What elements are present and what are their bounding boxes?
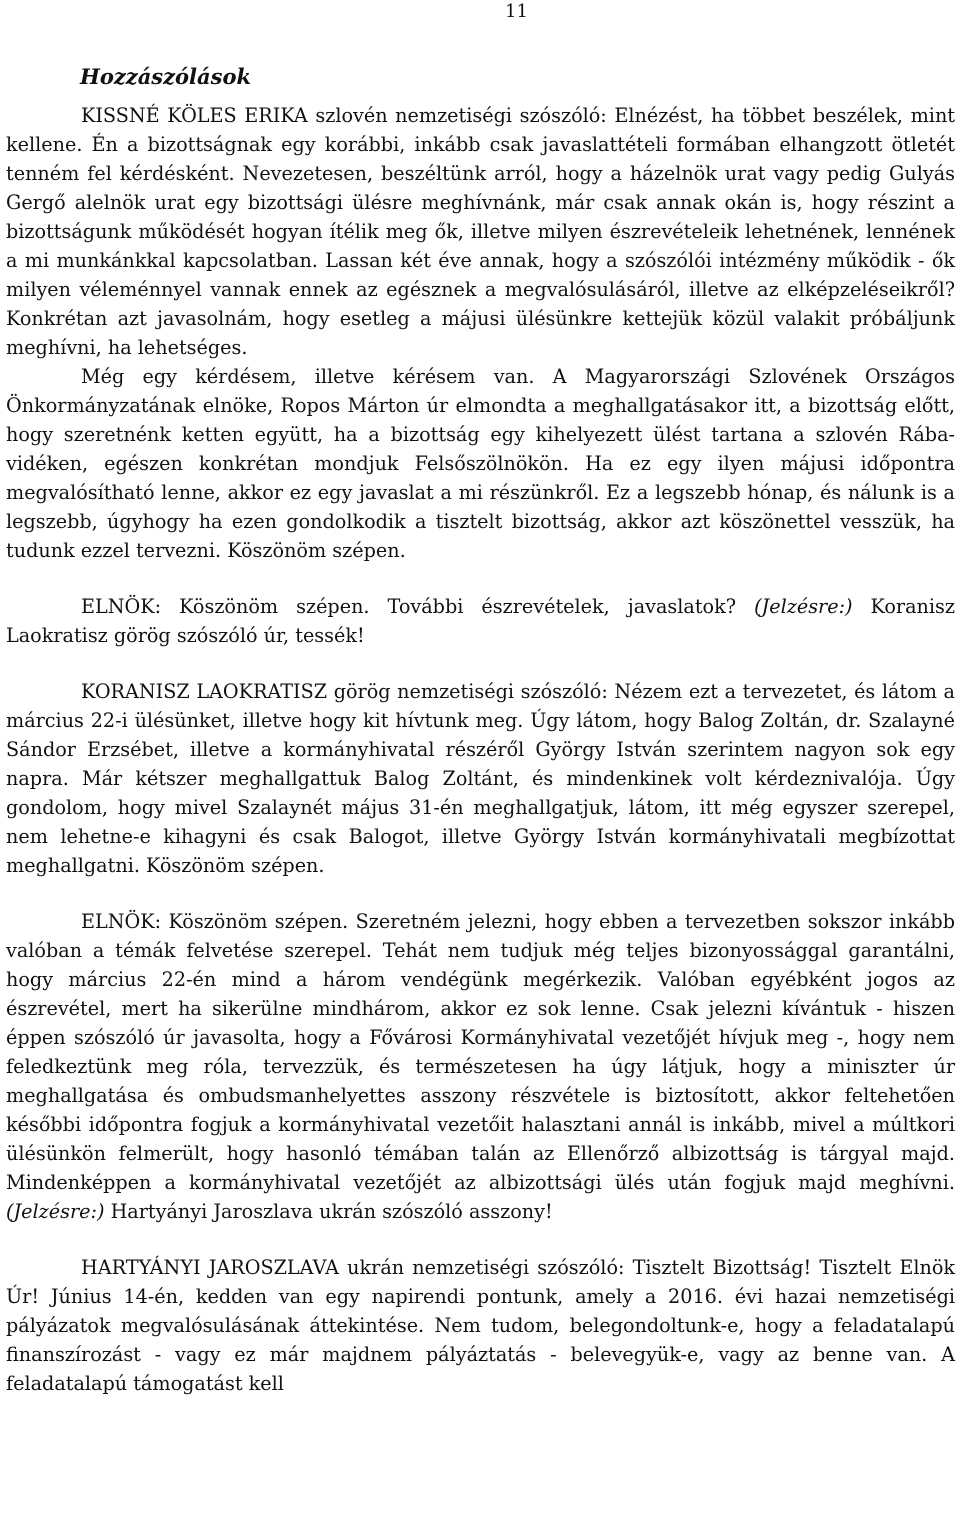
speaker-name: HARTYÁNYI JAROSZLAVA [81, 1256, 339, 1279]
paragraph-hartyanyi [6, 1253, 955, 1398]
paragraph-text: ukrán nemzetiségi szószóló: Tisztelt Bizottság! Tisztelt Elnök Úr! Június 14-én, kedden van egy napirendi pontunk, amely a 2016. évi hazai nemzetiségi pályázatok megvalósulásának áttekintése. Nem tudom, belegondoltunk-e, hogy a feladatalapú finanszírozást - vagy ez már majdnem pályáztatás - belevegyük-e, vagy az benne van. A feladatalapú támogatást kell [6, 1256, 956, 1395]
paragraph-text: Köszönöm szépen. További észrevételek, javaslatok? [161, 595, 755, 618]
paragraph-elnok-1 [6, 592, 955, 650]
page-number: 11 [505, 1, 528, 22]
paragraph-text: Még egy kérdésem, illetve kérésem van. A Magyarországi Szlovének Országos Önkormányzatának elnöke, Ropos Márton úr elmondta a meghallgatásakor itt, a bizottság előtt, hogy szeretnénk ketten együtt, ha a bizottság egy kihelyezett ülést tartana a szlovén Rába-vidéken, egészen konkrétan mondjuk Felsőszölnökön. Ha ez egy ilyen májusi időpontra megvalósítható lenne, akkor ez egy javaslat a mi részünkről. Ez a legszebb hónap, és nálunk is a legszebb, úgyhogy ha ezen gondolkodik a tisztelt bizottság, akkor azt köszönettel vesszük, ha tudunk ezzel tervezni. Köszönöm szépen. [6, 365, 955, 562]
paragraph-text: görög nemzetiségi szószóló: Nézem ezt a tervezetet, és látom a március 22-i ülésünket, illetve hogy kit hívtunk meg. Úgy látom, hogy Balog Zoltán, dr. Szalayné Sándor Erzsébet, illetve a kormányhivatal részéről György István szerintem nagyon sok egy napra. Már kétszer meghallgattuk Balog Zoltánt, és mindenkinek volt kérdeznivalója. Úgy gondolom, hogy mivel Szalaynét május 31-én meghallgatjuk, látom, itt még egyszer szerepel, nem lehetne-e kihagyni és csak Balogot, illetve György István kormányhivatali megbízottat meghallgatni. Köszönöm szépen. [6, 680, 955, 877]
speaker-name: ELNÖK: [81, 910, 162, 933]
paragraph-elnok-2 [6, 907, 955, 1226]
paragraph-koranisz [6, 677, 955, 880]
stage-note: (Jelzésre:) [6, 1200, 105, 1223]
paragraph-text: szlovén nemzetiségi szószóló: Elnézést, ha többet beszélek, mint kellene. Én a bizottságnak egy korábbi, inkább csak javaslattételi formában elhangzott ötletét tenném fel kérdésként. Nevezetesen, beszéltünk arról, hogy a házelnök urat vagy pedig Gulyás Gergő alelnök urat egy bizottsági ülésre meghívnánk, már csak annak okán is, hogy részint a bizottságunk működését hogyan ítélik meg ők, illetve milyen észrevételeik lehetnének, lennének a mi munkánkkal kapcsolatban. Lassan két éve annak, hogy a szószólói intézmény működik - ők milyen véleménnyel vannak ennek az egésznek a megvalósulásáról, illetve az elképzeléseikről? Konkrétan azt javasolnám, hogy esetleg a májusi ülésünkre kettejük közül valakit próbáljunk meghívni, ha lehetséges. [6, 104, 956, 359]
paragraph-text: Köszönöm szépen. Szeretném jelezni, hogy ebben a tervezetben sokszor inkább valóban a témák felvetése szerepel. Tehát nem tudjuk még teljes bizonyossággal garantálni, hogy március 22-én mind a három vendégünk megérkezik. Valóban egyébként jogos az észrevétel, mert ha sikerülne mindhárom, akkor ez sok lenne. Csak jelezni kívántuk - hiszen éppen szószóló úr javasolta, hogy a Fővárosi Kormányhivatal vezetőjét hívjuk meg -, hogy nem feledkeztünk meg róla, tervezzük, és természetesen ha úgy látjuk, hogy a miniszter úr meghallgatása és ombudsmanhelyettes asszony részvétele is biztosított, akkor feltehetően későbbi időpontra fogjuk a kormányhivatal vezetőit halasztani annál is inkább, mivel a múltkori ülésünkön felmerült, hogy hasonló témában talán az Ellenőrző albizottság is tárgyal majd. Mindenképpen a kormányhivatal vezetőjét az albizottsági ülés után fogjuk majd meghívni. [6, 910, 955, 1194]
paragraph-kissne [6, 101, 955, 362]
stage-note: (Jelzésre:) [754, 595, 853, 618]
section-heading: Hozzászólások [80, 64, 252, 89]
paragraph-text-after: Koranisz Laokratisz görög szószóló úr, tessék! [6, 595, 955, 647]
paragraph-text-after: Hartyányi Jaroszlava ukrán szószóló asszony! [104, 1200, 553, 1223]
paragraph-kissne-continued [6, 362, 955, 565]
document-body [6, 62, 955, 1398]
speaker-name: KISSNÉ KÖLES ERIKA [81, 104, 308, 127]
speaker-name: ELNÖK: [81, 595, 162, 618]
speaker-name: KORANISZ LAOKRATISZ [81, 680, 328, 703]
